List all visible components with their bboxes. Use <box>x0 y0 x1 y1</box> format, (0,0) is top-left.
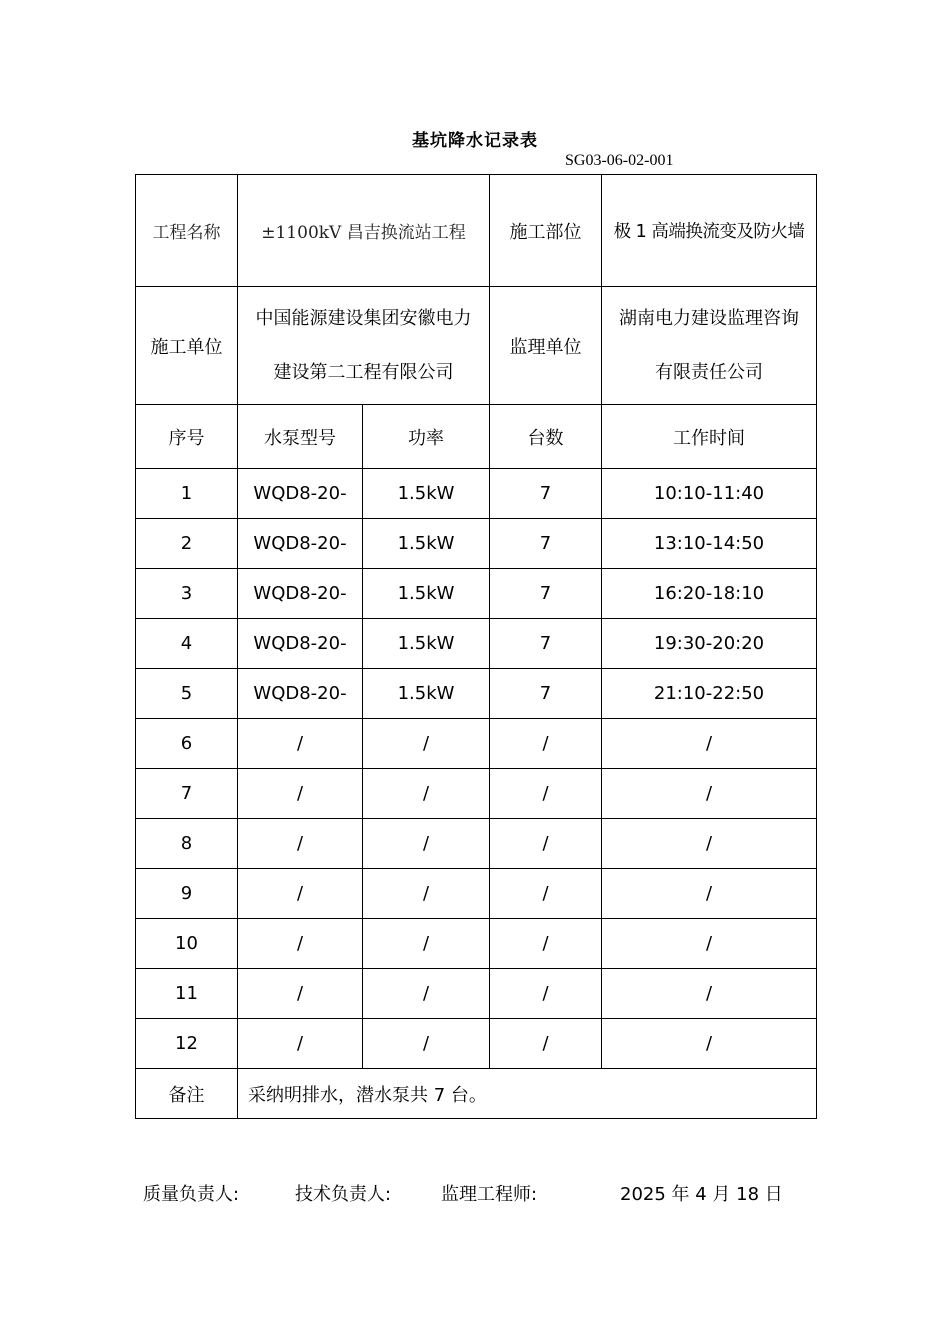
column-header: 工作时间 <box>602 405 817 469</box>
pump-model: / <box>238 869 363 919</box>
dewatering-record-table <box>135 174 817 1119</box>
row-number: 11 <box>136 969 238 1019</box>
pump-model: WQD8-20- <box>238 519 363 569</box>
pump-count: 7 <box>490 469 602 519</box>
work-time: / <box>602 719 817 769</box>
table-row <box>136 969 817 1019</box>
column-header: 台数 <box>490 405 602 469</box>
pump-count: / <box>490 869 602 919</box>
table-row <box>136 519 817 569</box>
table-row <box>136 769 817 819</box>
table-row <box>136 669 817 719</box>
work-time: / <box>602 769 817 819</box>
construction-part-label: 施工部位 <box>490 175 602 287</box>
supervisor-line-1: 湖南电力建设监理咨询 <box>619 307 799 329</box>
quality-manager-label: 质量负责人: <box>143 1184 240 1205</box>
power: 1.5kW <box>363 519 490 569</box>
pump-count: 7 <box>490 619 602 669</box>
pump-count: / <box>490 769 602 819</box>
power: 1.5kW <box>363 669 490 719</box>
page-title: 基坑降水记录表 <box>412 131 538 151</box>
construction-part-value: 极 1 高端换流变及防火墙 <box>602 175 817 287</box>
column-header: 序号 <box>136 405 238 469</box>
table-row <box>136 469 817 519</box>
row-number: 7 <box>136 769 238 819</box>
supervisor-line-2: 有限责任公司 <box>655 361 763 383</box>
table-row <box>136 819 817 869</box>
pump-count: 7 <box>490 669 602 719</box>
record-date: 2025 年 4 月 18 日 <box>620 1184 783 1205</box>
remark-row <box>136 1069 817 1119</box>
table-row <box>136 1019 817 1069</box>
power: 1.5kW <box>363 619 490 669</box>
row-number: 4 <box>136 619 238 669</box>
row-number: 12 <box>136 1019 238 1069</box>
pump-count: / <box>490 719 602 769</box>
row-number: 2 <box>136 519 238 569</box>
supervisor-label: 监理单位 <box>490 287 602 405</box>
power: / <box>363 869 490 919</box>
pump-count: / <box>490 919 602 969</box>
contractor-line-2: 建设第二工程有限公司 <box>273 361 454 383</box>
work-time: 13:10-14:50 <box>602 519 817 569</box>
supervision-engineer-label: 监理工程师: <box>441 1184 538 1205</box>
technical-manager-label: 技术负责人: <box>295 1184 392 1205</box>
pump-model: WQD8-20- <box>238 669 363 719</box>
pump-model: / <box>238 819 363 869</box>
table-row <box>136 869 817 919</box>
contractor-row <box>136 287 817 405</box>
contractor-value <box>238 287 490 405</box>
work-time: / <box>602 919 817 969</box>
remark-value: 采纳明排水，潜水泵共 7 台。 <box>238 1069 817 1119</box>
pump-count: / <box>490 969 602 1019</box>
work-time: 21:10-22:50 <box>602 669 817 719</box>
work-time: / <box>602 969 817 1019</box>
power: / <box>363 769 490 819</box>
power: / <box>363 919 490 969</box>
power: / <box>363 1019 490 1069</box>
pump-count: 7 <box>490 569 602 619</box>
pump-model: / <box>238 969 363 1019</box>
pump-model: WQD8-20- <box>238 469 363 519</box>
contractor-line-1: 中国能源建设集团安徽电力 <box>255 307 472 329</box>
project-name-value: ±1100kV 昌吉换流站工程 <box>238 175 490 287</box>
pump-model: / <box>238 919 363 969</box>
column-header-row <box>136 405 817 469</box>
work-time: / <box>602 1019 817 1069</box>
power: 1.5kW <box>363 569 490 619</box>
remark-label: 备注 <box>136 1069 238 1119</box>
work-time: 19:30-20:20 <box>602 619 817 669</box>
power: / <box>363 819 490 869</box>
row-number: 9 <box>136 869 238 919</box>
work-time: / <box>602 819 817 869</box>
project-row <box>136 175 817 287</box>
power: / <box>363 719 490 769</box>
power: 1.5kW <box>363 469 490 519</box>
row-number: 8 <box>136 819 238 869</box>
pump-count: / <box>490 819 602 869</box>
column-header: 功率 <box>363 405 490 469</box>
work-time: / <box>602 869 817 919</box>
pump-model: / <box>238 769 363 819</box>
table-row <box>136 569 817 619</box>
supervisor-value <box>602 287 817 405</box>
pump-count: / <box>490 1019 602 1069</box>
pump-model: WQD8-20- <box>238 619 363 669</box>
pump-model: / <box>238 1019 363 1069</box>
column-header: 水泵型号 <box>238 405 363 469</box>
row-number: 5 <box>136 669 238 719</box>
row-number: 3 <box>136 569 238 619</box>
row-number: 6 <box>136 719 238 769</box>
work-time: 10:10-11:40 <box>602 469 817 519</box>
work-time: 16:20-18:10 <box>602 569 817 619</box>
table-row <box>136 919 817 969</box>
project-name-label: 工程名称 <box>136 175 238 287</box>
table-row <box>136 619 817 669</box>
form-code: SG03-06-02-001 <box>565 152 674 169</box>
table-row <box>136 719 817 769</box>
pump-count: 7 <box>490 519 602 569</box>
row-number: 1 <box>136 469 238 519</box>
pump-model: WQD8-20- <box>238 569 363 619</box>
pump-model: / <box>238 719 363 769</box>
row-number: 10 <box>136 919 238 969</box>
contractor-label: 施工单位 <box>136 287 238 405</box>
power: / <box>363 969 490 1019</box>
